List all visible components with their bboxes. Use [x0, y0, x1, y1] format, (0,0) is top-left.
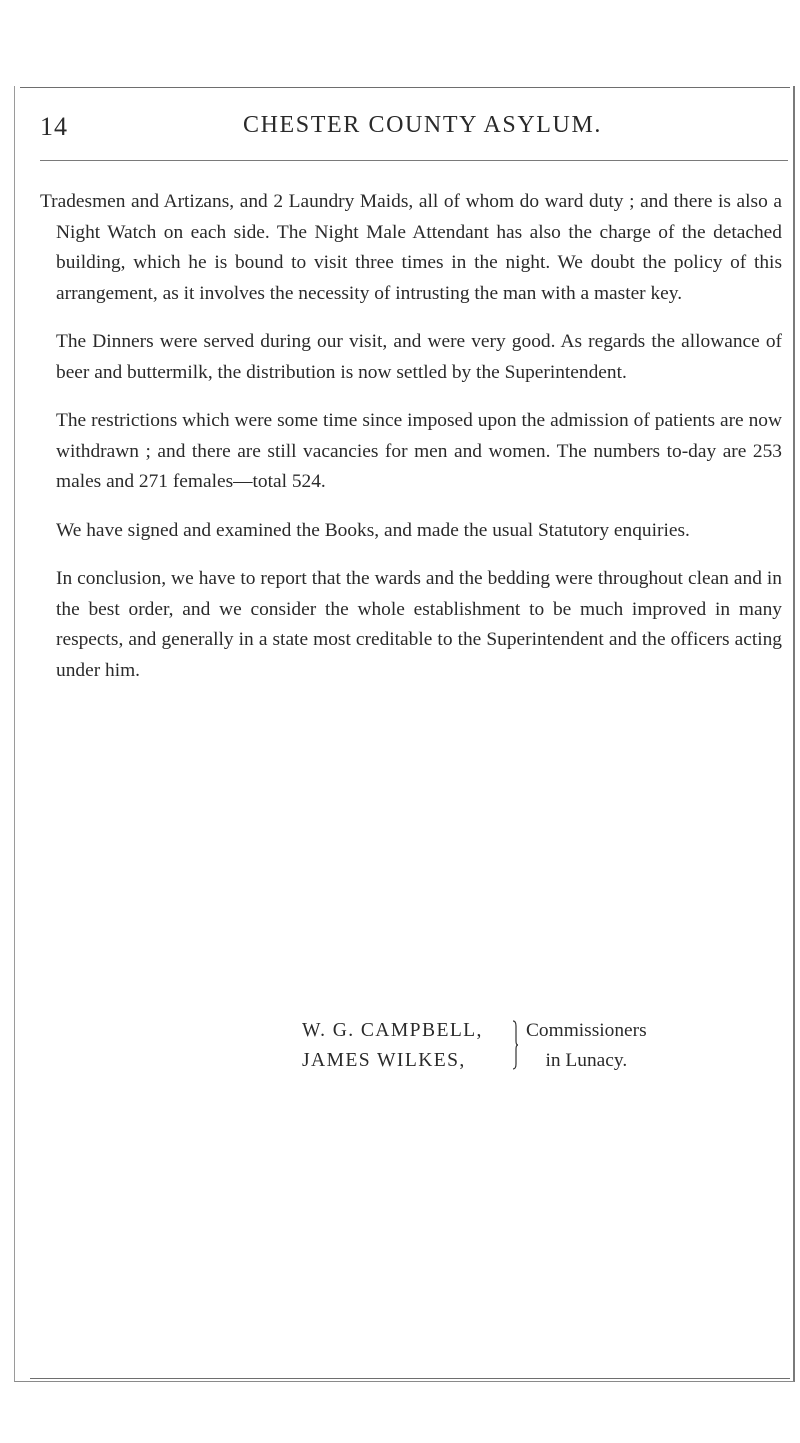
signatory-title: [526, 1016, 647, 1076]
signatory-wilkes: JAMES WILKES,: [302, 1050, 466, 1071]
page-number: 14: [40, 112, 68, 141]
brace-icon: [512, 1020, 518, 1070]
paragraph-conclusion: In conclusion, we have to report that the wards and the bedding were throughout clean and in the best order, and we consider the whole establishment to be much improved in many respects, and generally in a state most creditable to the Superintendent and the officers acting under him.: [56, 568, 782, 681]
paragraph-books: We have signed and examined the Books, and made the usual Statutory enquiries.: [56, 519, 690, 541]
title-line-lunacy: in Lunacy.: [545, 1050, 628, 1071]
bottom-rule: [30, 1378, 790, 1379]
paragraph-tradesmen: Tradesmen and Artizans, and 2 Laundry Maids, all of whom do ward duty ; and there is also a Night Watch on each side. The Night Male Attendant has also the charge of the detached building, which he is bound to visit three times in the night. We doubt the policy of this arrangement, as it involves the necessity of intrusting the man with a master key.: [40, 191, 782, 304]
top-rule: [20, 87, 790, 88]
title-line-commissioners: Commissioners: [526, 1020, 647, 1041]
signatory-campbell: W. G. CAMPBELL,: [302, 1020, 483, 1041]
running-head: CHESTER COUNTY ASYLUM.: [242, 112, 602, 138]
header-rule: [40, 160, 788, 161]
paragraph-dinners: The Dinners were served during our visit, and were very good. As regards the allowance of beer and buttermilk, the distribution is now settled by the Superintendent.: [56, 331, 782, 383]
signatory-names: [302, 1016, 483, 1076]
signature-block: [302, 1016, 782, 1080]
paragraph-restrictions: The restrictions which were some time since imposed upon the admission of patients are now withdrawn ; and there are still vacancies for men and women. The numbers to-day are 253 males and 271 females—total 524.: [56, 410, 782, 492]
body-text: [40, 187, 782, 704]
page-header: [40, 112, 785, 148]
